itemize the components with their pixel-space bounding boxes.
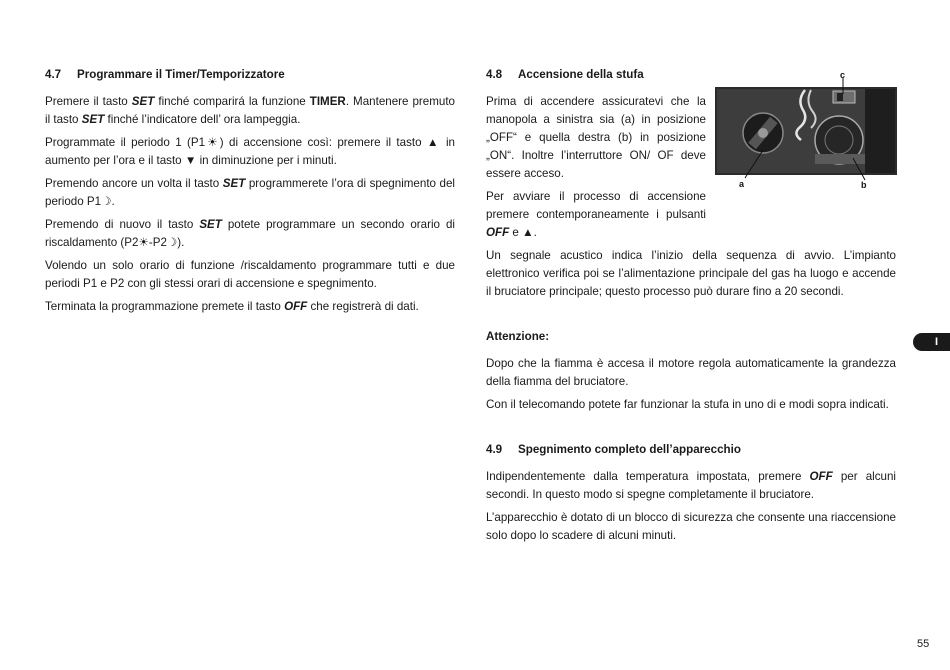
arrow-up-icon: ▲ bbox=[522, 226, 534, 239]
paragraph-period-2: Premendo di nuovo il tasto SET potete programmare un secondo orario di riscaldamento (P2☀-P2☽). bbox=[45, 218, 455, 249]
photo-label-b: b bbox=[861, 180, 867, 190]
section-4-7-heading bbox=[45, 66, 455, 84]
arrow-down-icon: ▼ bbox=[184, 154, 197, 167]
paragraph-set-timer: Premere il tasto SET finché comparirá la funzione TIMER. Mantenere premuto il tasto SET finché l’indicatore dell’ ora lampeggia. bbox=[45, 95, 456, 126]
photo-label-a: a bbox=[739, 179, 745, 189]
paragraph-attention-1: Dopo che la fiamma è accesa il motore regola automaticamente la grandezza della fiamma del bruciatore. bbox=[486, 357, 896, 388]
moon-icon: ☽ bbox=[166, 236, 178, 249]
key-off: OFF bbox=[284, 300, 308, 313]
sun-icon: ☀ bbox=[205, 136, 220, 149]
paragraph-start-process: Per avviare il processo di accensione premere contemporaneamente i pulsanti OFF e ▲. bbox=[486, 190, 706, 239]
key-timer: TIMER bbox=[309, 95, 346, 108]
section-title: Spegnimento completo dell’apparecchio bbox=[518, 443, 741, 456]
sun-icon: ☀ bbox=[138, 236, 149, 249]
paragraph-finish: Terminata la programmazione premete il tasto OFF che registrerà di dati. bbox=[45, 300, 419, 313]
section-title: Programmare il Timer/Temporizzatore bbox=[77, 68, 285, 81]
attention-heading: Attenzione: bbox=[486, 330, 550, 343]
key-off: OFF bbox=[809, 470, 833, 483]
page-number: 55 bbox=[917, 638, 930, 650]
section-number: 4.7 bbox=[45, 68, 62, 81]
key-set: SET bbox=[199, 218, 222, 231]
section-number: 4.9 bbox=[486, 443, 503, 456]
paragraph-attention-2: Con il telecomando potete far funzionar la stufa in uno di e modi sopra indicati. bbox=[486, 398, 889, 411]
paragraph-shutdown: Indipendentemente dalla temperatura impostata, premere OFF per alcuni secondi. In questo modo si spegne completamente il bruciatore. bbox=[486, 470, 896, 501]
paragraph-acoustic-signal: Un segnale acustico indica l’inizio della sequenza di avvio. L’impianto elettronico verifica poi se l’alimentazione principale del gas ha luogo e accende il bruciatore principale; questo processo può durare fino a 20 secondi. bbox=[486, 249, 896, 298]
section-4-9-heading bbox=[486, 441, 896, 459]
photo-label-c: c bbox=[840, 70, 846, 80]
section-title: Accensione della stufa bbox=[518, 68, 644, 81]
paragraph-safety-block: L’apparecchio è dotato di un blocco di sicurezza che consente una riaccensione solo dopo lo scadere di alcuni minuti. bbox=[486, 511, 896, 542]
arrow-up-icon: ▲ bbox=[426, 136, 441, 149]
paragraph-single-period: Volendo un solo orario di funzione /riscaldamento programmare tutti e due periodi P1 e P2 con gli stessi orari di accensione e spegnimento. bbox=[45, 259, 455, 290]
left-column bbox=[45, 66, 455, 321]
language-tab: I bbox=[913, 333, 950, 351]
paragraph-period-1-off: Premendo ancore un volta il tasto SET programmerete l’ora di spegnimento del periodo P1☽. bbox=[45, 177, 455, 208]
key-set: SET bbox=[131, 95, 155, 108]
paragraph-before-start: Prima di accendere assicuratevi che la manopola a sinistra sia (a) in posizione „OFF“ e quella destra (b) in posizione „ON“. Inoltre l’interruttore ON/ OF deve essere acceso. bbox=[486, 95, 706, 180]
key-set: SET bbox=[81, 113, 105, 126]
stove-controls-photo bbox=[715, 70, 897, 195]
section-number: 4.8 bbox=[486, 68, 503, 81]
key-set: SET bbox=[222, 177, 246, 190]
key-off: OFF bbox=[486, 226, 510, 239]
moon-icon: ☽ bbox=[101, 195, 112, 208]
paragraph-period-1: Programmate il periodo 1 (P1☀) di accensione così: premere il tasto ▲ in aumento per l’ora e il tasto ▼ in diminuzione per i minuti. bbox=[45, 136, 455, 167]
